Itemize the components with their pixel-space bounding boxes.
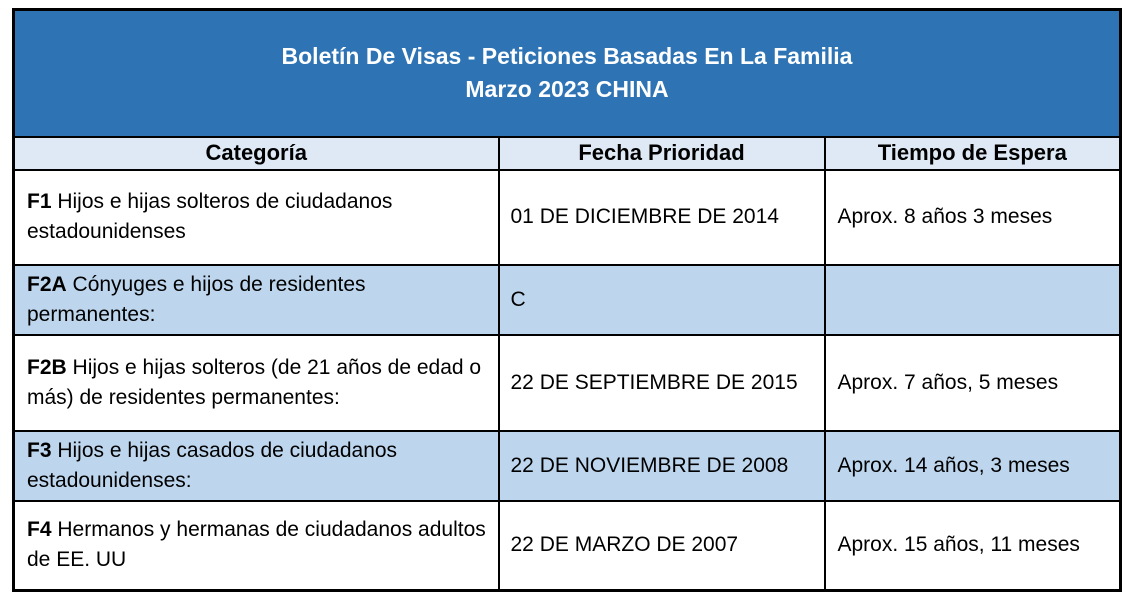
category-text: Hijos e hijas casados de ciudadanos estadounidenses: (27, 438, 398, 492)
table-body (14, 170, 1121, 591)
wait-time-cell: Aprox. 7 años, 5 meses (825, 335, 1121, 431)
category-cell (14, 501, 499, 591)
category-code: F2B (27, 355, 67, 379)
category-text: Hijos e hijas solteros de ciudadanos estadounidenses (27, 190, 393, 243)
wait-time-cell: Aprox. 15 años, 11 meses (825, 501, 1121, 591)
priority-date-cell: 22 DE SEPTIEMBRE DE 2015 (499, 335, 825, 431)
table-row-f2b (14, 335, 1121, 431)
table-row-f2a (14, 265, 1121, 335)
visa-bulletin-table (12, 8, 1122, 592)
title-banner-cell (14, 10, 1121, 137)
category-code: F2A (27, 272, 67, 296)
category-code: F4 (27, 518, 52, 542)
column-header-row (14, 137, 1121, 170)
bulletin-title-line1: Boletín De Visas - Peticiones Basadas En La Familia (281, 43, 853, 70)
category-cell (14, 265, 499, 335)
table-row-f4 (14, 501, 1121, 591)
category-text: Hijos e hijas solteros (de 21 años de edad o más) de residentes permanentes: (27, 355, 482, 409)
column-header-fecha-prioridad: Fecha Prioridad (499, 137, 825, 170)
category-cell (14, 431, 499, 501)
category-text: Cónyuges e hijos de residentes permanentes: (27, 272, 366, 326)
column-header-tiempo-de-espera: Tiempo de Espera (825, 137, 1121, 170)
wait-time-cell: Aprox. 14 años, 3 meses (825, 431, 1121, 501)
priority-date-cell: 22 DE NOVIEMBRE DE 2008 (499, 431, 825, 501)
wait-time-cell (825, 265, 1121, 335)
category-cell (14, 335, 499, 431)
wait-time-cell: Aprox. 8 años 3 meses (825, 170, 1121, 265)
priority-date-cell: 22 DE MARZO DE 2007 (499, 501, 825, 591)
column-header-categoria: Categoría (14, 137, 499, 170)
bulletin-title-line2: Marzo 2023 CHINA (465, 76, 669, 103)
table-row-f3 (14, 431, 1121, 501)
priority-date-cell: 01 DE DICIEMBRE DE 2014 (499, 170, 825, 265)
table-row-f1 (14, 170, 1121, 265)
category-code: F1 (27, 190, 52, 213)
title-banner (14, 10, 1121, 137)
category-code: F3 (27, 438, 52, 462)
category-cell (14, 170, 499, 265)
priority-date-cell: C (499, 265, 825, 335)
category-text: Hermanos y hermanas de ciudadanos adultos de EE. UU (27, 518, 486, 572)
